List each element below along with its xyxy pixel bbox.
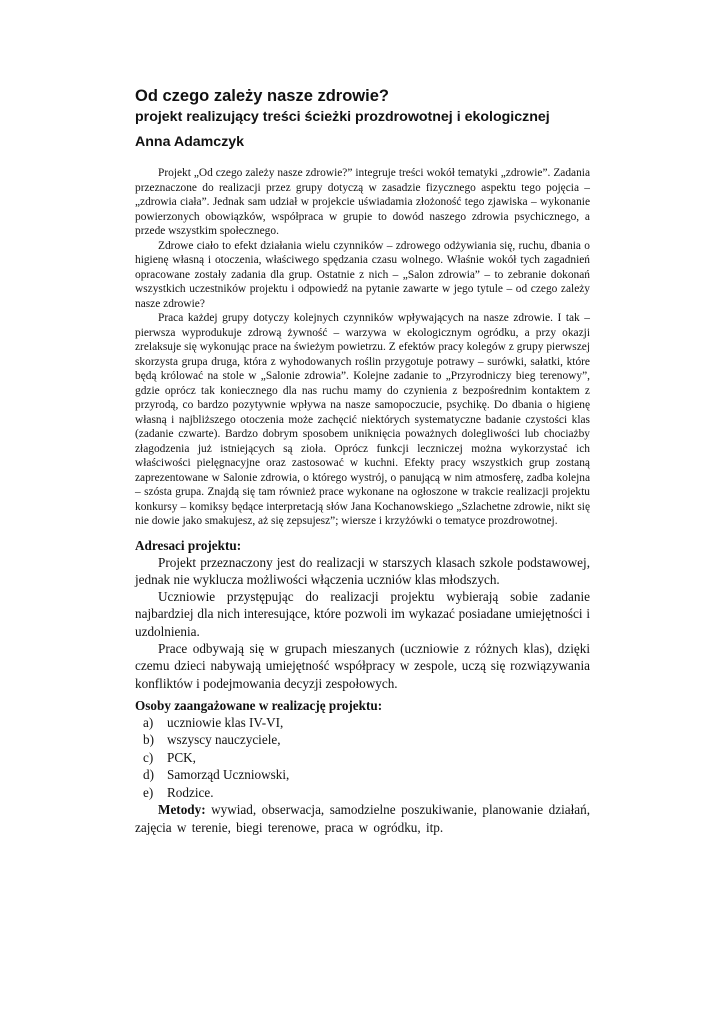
list-item — [143, 749, 590, 767]
document-body — [135, 86, 590, 836]
metody-text: wywiad, obserwacja, samodzielne poszukiwanie, planowanie działań, zajęcia w terenie, biegi terenowe, praca w ogródku, itp. — [135, 802, 590, 835]
adresaci-section — [135, 537, 590, 836]
osoby-list — [135, 714, 590, 802]
list-marker: b) — [143, 732, 154, 748]
adresaci-paragraph: Projekt przeznaczony jest do realizacji w starszych klasach szkole podstawowej, jednak nie wyklucza możliwości włączenia uczniów klas młodszych. — [135, 554, 590, 587]
list-item-text: uczniowie klas IV-VI, — [167, 714, 284, 730]
list-marker: e) — [143, 784, 154, 800]
list-marker: a) — [143, 714, 154, 730]
list-item — [143, 766, 590, 784]
adresaci-paragraph: Prace odbywają się w grupach mieszanych (uczniowie z różnych klas), dzięki czemu dzieci nabywają umiejętność współpracy w zespole, uczą się rozwiązywania konfliktów i podejmowania decyzji zespołowych. — [135, 640, 590, 691]
intro-paragraph: Zdrowe ciało to efekt działania wielu czynników – zdrowego odżywiania się, ruchu, dbania o higienę własną i otoczenia, właściwego spędzania czasu wolnego. Właśnie wokół tych zagadnień opracowane zostały zadania dla grup. Ostatnie z nich – „Salon zdrowia” – to zebranie dokonań wszystkich uczestników projektu i odpowiedź na pytanie zawarte w jego tytule – od czego zależy nasze zdrowie? — [135, 239, 590, 310]
adresaci-paragraph: Uczniowie przystępując do realizacji projektu wybierają sobie zadanie najbardziej dla nich interesujące, które pozwoli im wykazać posiadane umiejętności i uzdolnienia. — [135, 589, 590, 639]
adresaci-heading: Adresaci projektu: — [135, 537, 242, 553]
metody-label: Metody: — [158, 802, 206, 818]
list-item-text: Samorząd Uczniowski, — [167, 767, 290, 783]
author-name: Anna Adamczyk — [135, 134, 245, 150]
document-title: Od czego zależy nasze zdrowie? — [135, 87, 389, 105]
list-item-text: PCK, — [167, 749, 196, 765]
osoby-heading: Osoby zaangażowane w realizację projektu: — [135, 697, 383, 713]
list-marker: d) — [143, 767, 154, 783]
list-item — [143, 731, 590, 749]
intro-section — [135, 166, 590, 529]
list-marker: c) — [143, 749, 154, 765]
list-item-text: Rodzice. — [167, 784, 214, 800]
intro-paragraph: Praca każdej grupy dotyczy kolejnych czynników wpływających na nasze zdrowie. I tak – pierwsza wyprodukuje zdrową żywność – warzywa w ekologicznym ogródku, a przy okazji zrelaksuje się wykonując prace na świeżym powietrzu. Z efektów pracy kolegów z grupy pierwszej skorzysta grupa druga, która z wyhodowanych roślin przygotuje potrawy – surówki, sałatki, które będą królować na stole w „Salonie zdrowia”. Kolejne zadanie to „Przyrodniczy bieg terenowy”, gdzie oprócz tak koniecznego dla nas ruchu mamy do czynienia z bezpośrednim kontaktem z przyrodą, co bardzo pozytywnie wpływa na nasze samopoczucie, psychikę. Do dbania o higienę własną i najbliższego otoczenia może zachęcić niektórych systematyczne badanie czystości klas (zadanie czwarte). Bardzo dobrym sposobem uniknięcia poważnych dolegliwości lub chociażby złagodzenia już istniejących są zioła. Oprócz funkcji leczniczej można wykorzystać ich właściwości pielęgnacyjne oraz zastosować w kuchni. Efekty pracy wszystkich grup zostaną zaprezentowane w Salonie zdrowia, o którego wystrój, o panującą w nim atmosferę, zadba kolejna – szósta grupa. Znajdą się tam również prace wykonane na ogłoszone w trakcie realizacji projektu konkursy – komiksy będące interpretacją słów Jana Kochanowskiego „Szlachetne zdrowie, nikt się nie dowie jako smakujesz, aż się zepsujesz”; wiersze i krzyżówki o tematyce prozdrowotnej. — [135, 312, 590, 527]
metody-paragraph — [135, 801, 590, 836]
intro-paragraph: Projekt „Od czego zależy nasze zdrowie?” integruje treści wokół tematyki „zdrowie”. Zadania przeznaczone do realizacji przez grupy dotyczą w zasadzie fizycznego aspektu tego pojęcia – „zdrowia ciała”. Jednak sam udział w projekcie uświadamia złożoność tego zjawiska – wykonanie powierzonych obowiązków, współpraca w grupie to dowód naszego zdrowia psychicznego, a przede wszystkim społecznego. — [135, 167, 590, 237]
list-item — [143, 714, 590, 732]
list-item-text: wszyscy nauczyciele, — [167, 732, 281, 748]
document-subtitle: projekt realizujący treści ścieżki prozdrowotnej i ekologicznej — [135, 109, 550, 125]
list-item — [143, 784, 590, 802]
